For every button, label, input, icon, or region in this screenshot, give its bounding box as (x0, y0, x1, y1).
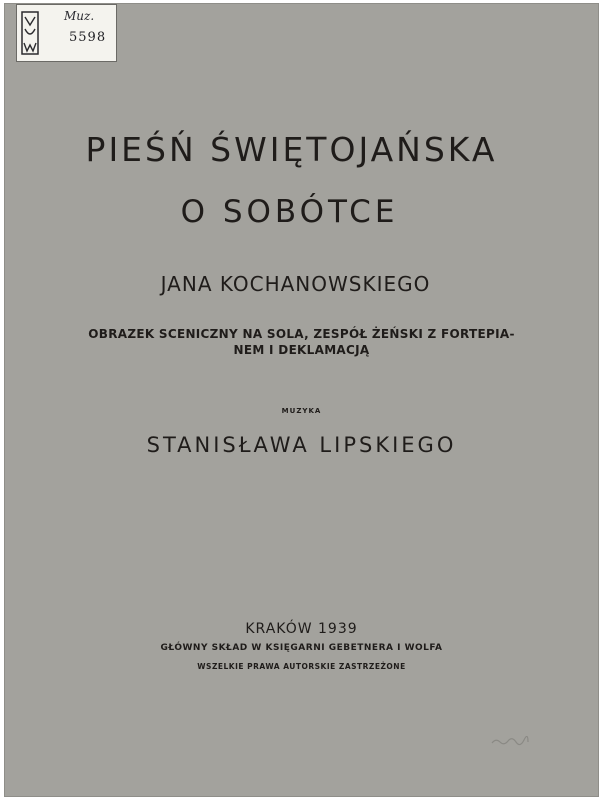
subtitle-block (0, 326, 603, 358)
stamp-catalog-number: 5598 (69, 30, 107, 45)
library-emblem-icon (20, 9, 40, 57)
imprint-rights: WSZELKIE PRAWA AUTORSKIE ZASTRZEŻONE (197, 662, 406, 671)
stamp-collection-label: Muz. (64, 9, 95, 23)
subtitle-line-2: NEM I DEKLAMACJĄ (233, 343, 370, 357)
library-stamp (16, 4, 117, 62)
composer-name: STANISŁAWA LIPSKIEGO (146, 433, 457, 457)
pencil-mark-icon (490, 736, 530, 746)
cover-page (4, 3, 599, 797)
author-line: JANA KOCHANOWSKIEGO (160, 272, 431, 296)
subtitle-line-1: OBRAZEK SCENICZNY NA SOLA, ZESPÓŁ ŻEŃSKI Z FORTEPIA- (88, 327, 515, 341)
title-line-1: PIEŚŃ ŚWIĘTOJAŃSKA (85, 130, 498, 169)
title-line-2: O SOBÓTCE (180, 194, 399, 230)
music-label: MUZYKA (281, 407, 322, 415)
imprint-publisher: GŁÓWNY SKŁAD W KSIĘGARNI GEBETNERA I WOLFA (160, 643, 443, 653)
imprint-place-year: KRAKÓW 1939 (245, 621, 358, 637)
